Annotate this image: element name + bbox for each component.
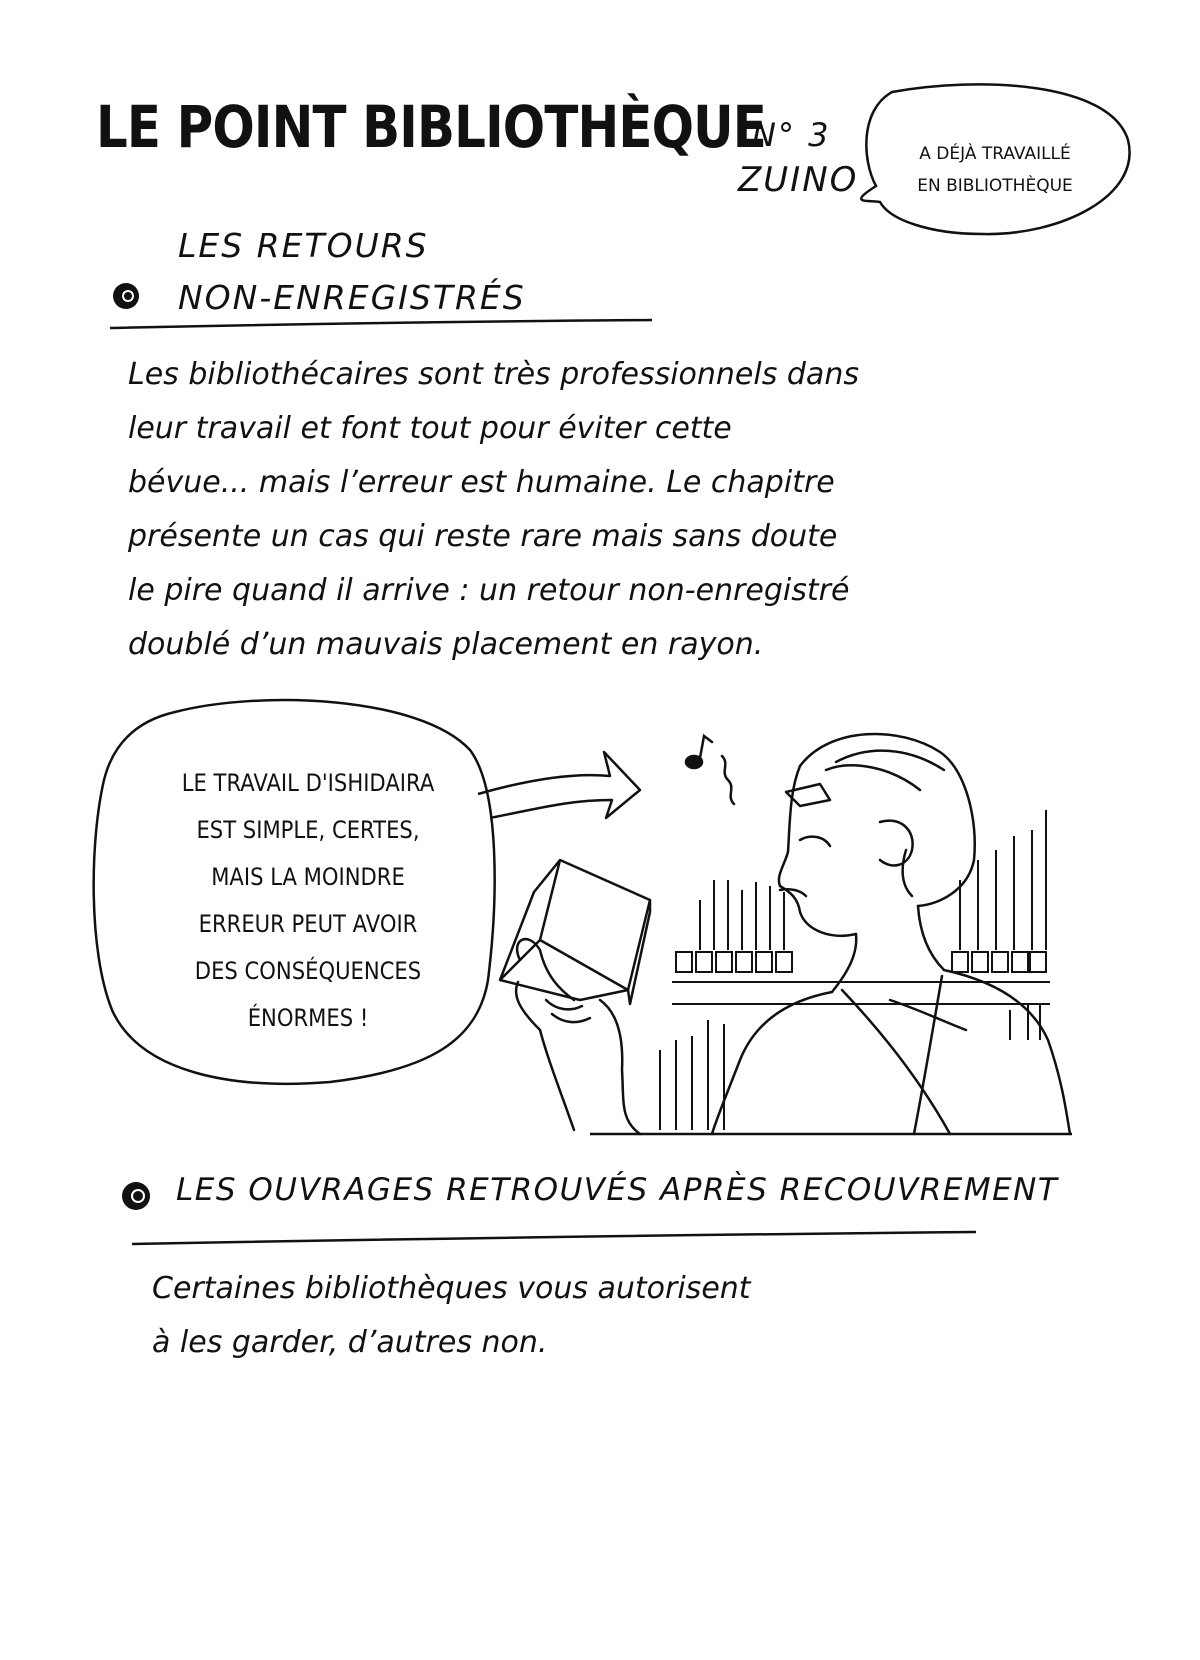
arrow-icon [478,752,640,818]
author-note [880,138,1110,202]
section2-body [152,1262,751,1370]
section1-underline [110,320,652,328]
bullet-icon [113,283,139,309]
body-line: Certaines bibliothèques vous autorisent [152,1271,751,1306]
body-line: à les garder, d’autres non. [152,1325,548,1360]
speech-line: MAIS LA MOINDRE [211,863,405,891]
section-heading: LES OUVRAGES RETROUVÉS APRÈS RECOUVREMENT [176,1172,1059,1208]
hand-icon [516,939,640,1134]
section2-underline [132,1232,976,1244]
speech-line: DES CONSÉQUENCES [194,957,422,985]
comic-speech-text [141,760,475,1042]
author-name: ZUINO [738,160,859,200]
body-line: présente un cas qui reste rare mais sans doute [128,519,838,554]
author-note-line: A DÉJÀ TRAVAILLÉ [919,144,1071,164]
book-icon [500,860,650,1004]
section-heading: NON-ENREGISTRÉS [178,278,526,317]
body-line: le pire quand il arrive : un retour non-enregistré [128,573,850,608]
page-title: LE POINT BIBLIOTHÈQUE [96,93,766,161]
body-line: doublé d’un mauvais placement en rayon. [128,627,764,662]
bookshelf [660,810,1050,1130]
section-heading: LES RETOURS [178,226,429,265]
character-icon [712,734,1070,1134]
author-note-line: EN BIBLIOTHÈQUE [917,176,1073,196]
speech-line: ÉNORMES ! [247,1004,369,1032]
speech-line: ERREUR PEUT AVOIR [198,910,418,938]
issue-number: N° 3 [752,116,831,154]
body-line: leur travail et font tout pour éviter cette [128,411,732,446]
speech-line: EST SIMPLE, CERTES, [196,816,420,844]
section1-body [128,348,859,672]
body-line: bévue... mais l’erreur est humaine. Le chapitre [128,465,835,500]
body-line: Les bibliothécaires sont très professionnels dans [128,357,859,392]
music-note-icon [686,736,734,804]
bullet-icon [122,1182,150,1210]
speech-line: LE TRAVAIL D'ISHIDAIRA [181,769,435,797]
